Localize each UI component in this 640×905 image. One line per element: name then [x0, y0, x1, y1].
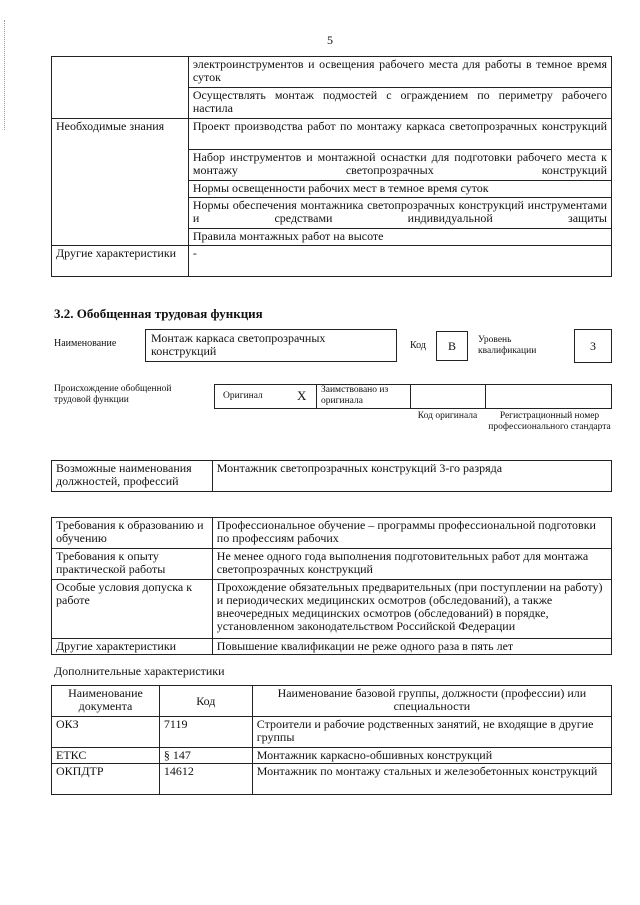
table-cell: Строители и рабочие родственных занятий, не входящие в другие группы — [252, 717, 611, 748]
table-row — [52, 764, 612, 795]
table-cell: ОКЗ — [52, 717, 160, 748]
list-item: Набор инструментов и монтажной оснастки для подготовки рабочего места к монтажу светопрозрачных конструкций — [188, 150, 611, 181]
requirement-value: Повышение квалификации не реже одного раза в пять лет — [212, 639, 611, 655]
name-label: Наименование — [54, 338, 117, 349]
table-row — [52, 580, 612, 639]
requirement-value: Прохождение обязательных предварительных (при поступлении на работу) и периодических медицинских осмотров (обследований), а также внеочередных медицинских осмотров (обследований) в порядке, установленном законодательством Российской Федерации — [212, 580, 611, 639]
code-caption: Код оригинала — [417, 411, 478, 421]
requirement-value: Профессиональное обучение – программы профессиональной подготовки по профессиям рабочих — [212, 518, 611, 549]
requirement-value: Не менее одного года выполнения подготовительных работ для монтажа светопрозрачных конструкций — [212, 549, 611, 580]
list-item: Правила монтажных работ на высоте — [188, 229, 611, 246]
divider — [485, 385, 486, 408]
table-row — [52, 518, 612, 549]
positions-value: Монтажник светопрозрачных конструкций 3-го разряда — [212, 461, 611, 492]
table-cell: ЕТКС — [52, 748, 160, 764]
level-value: 3 — [574, 329, 612, 363]
additional-title: Дополнительные характеристики — [54, 664, 225, 678]
list-item: - — [188, 246, 611, 277]
requirement-label: Другие характеристики — [52, 639, 213, 655]
table-cell: § 147 — [159, 748, 252, 764]
reg-caption: Регистрационный номер профессионального стандарта — [488, 411, 611, 432]
table-row — [52, 717, 612, 748]
table-header-row — [52, 686, 612, 717]
list-item: Проект производства работ по монтажу каркаса светопрозрачных конструкций — [188, 119, 611, 150]
header-cell: Код — [159, 686, 252, 717]
list-item: Нормы освещенности рабочих мест в темное время суток — [188, 181, 611, 198]
code-value: B — [436, 331, 468, 361]
requirements-table — [51, 517, 612, 655]
table-cell: Монтажник по монтажу стальных и железобетонных конструкций — [252, 764, 611, 795]
list-item: электроинструментов и освещения рабочего места для работы в темное время суток — [188, 57, 611, 88]
requirement-label: Требования к опыту практической работы — [52, 549, 213, 580]
row-label: Необходимые знания — [52, 119, 189, 246]
requirement-label: Особые условия допуска к работе — [52, 580, 213, 639]
table-row — [52, 549, 612, 580]
positions-label: Возможные наименования должностей, профессий — [52, 461, 213, 492]
table-row — [52, 246, 612, 277]
positions-table — [51, 460, 612, 492]
table-row — [52, 461, 612, 492]
table-cell: ОКПДТР — [52, 764, 160, 795]
table-cell: 14612 — [159, 764, 252, 795]
origin-label: Происхождение обобщенной трудовой функции — [54, 384, 172, 405]
row-label — [52, 57, 189, 119]
table-cell: Монтажник каркасно-обшивных конструкций — [252, 748, 611, 764]
page-number: 5 — [327, 33, 333, 47]
scan-margin-marks — [4, 20, 7, 130]
table-row — [52, 57, 612, 88]
list-item: Осуществлять монтаж подмостей с ограждением по периметру рабочего настила — [188, 88, 611, 119]
additional-table — [51, 685, 612, 795]
table-row — [52, 119, 612, 150]
table-cell: 7119 — [159, 717, 252, 748]
borrowed-label: Заимствовано из оригинала — [321, 385, 389, 406]
code-label: Код — [410, 340, 426, 351]
header-cell: Наименование документа — [52, 686, 160, 717]
table-row — [52, 748, 612, 764]
section-title: 3.2. Обобщенная трудовая функция — [54, 306, 263, 321]
list-item: Нормы обеспечения монтажника светопрозрачных конструкций инструментами и средствами индивидуальной защиты — [188, 198, 611, 229]
original-mark: X — [297, 388, 307, 403]
table-row — [52, 639, 612, 655]
top-table — [51, 56, 612, 277]
divider — [316, 385, 317, 408]
origin-box — [214, 384, 612, 409]
function-name: Монтаж каркаса светопрозрачных конструкций — [145, 329, 397, 362]
row-label: Другие характеристики — [52, 246, 189, 277]
divider — [410, 385, 411, 408]
original-label: Оригинал — [223, 391, 263, 401]
header-cell: Наименование базовой группы, должности (профессии) или специальности — [252, 686, 611, 717]
requirement-label: Требования к образованию и обучению — [52, 518, 213, 549]
level-label: Уровень квалификации — [478, 335, 537, 356]
